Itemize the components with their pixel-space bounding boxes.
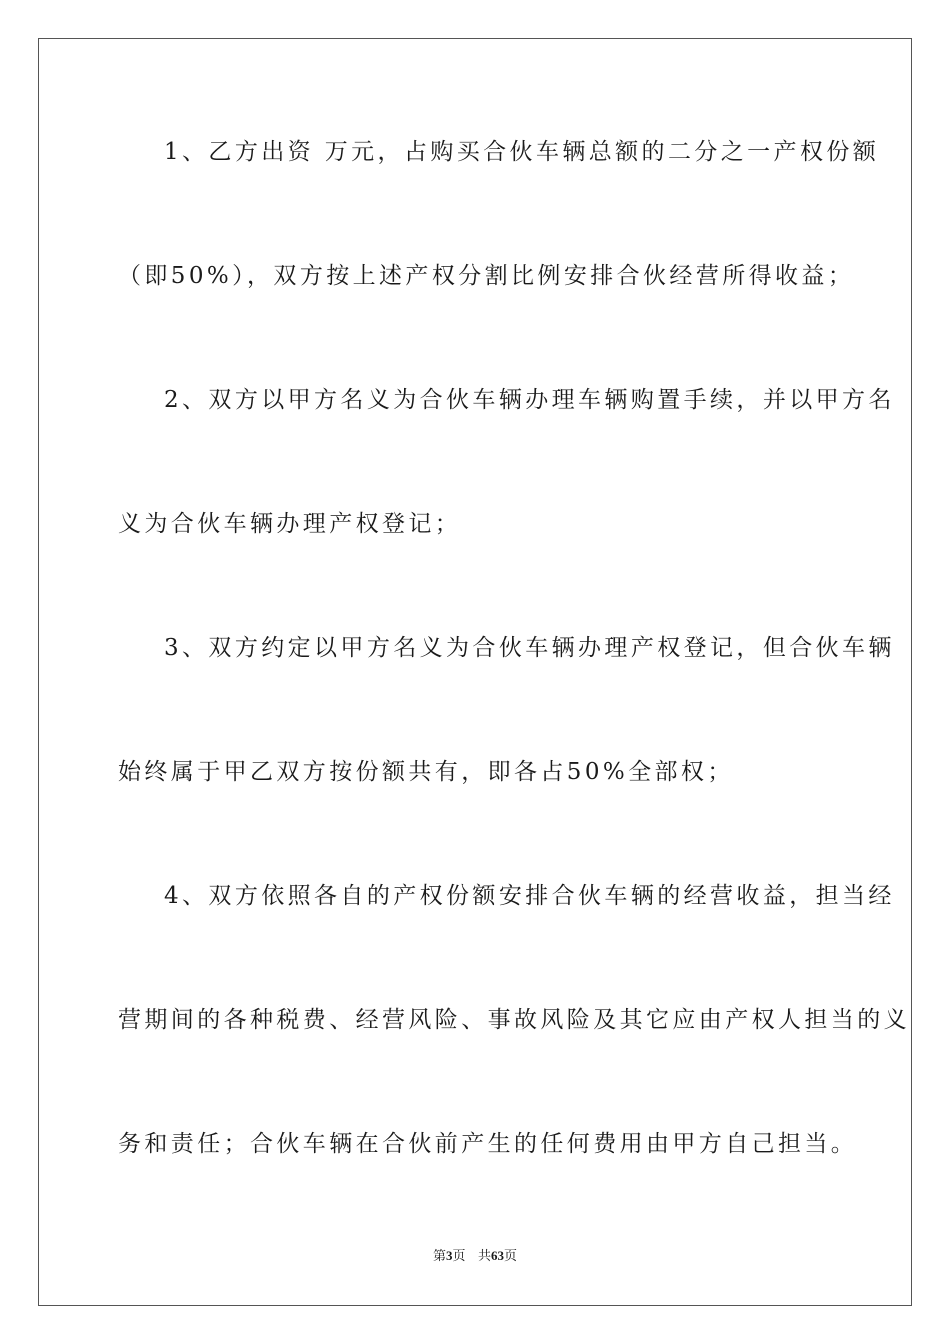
paragraph-1-line-2: （即50%），双方按上述产权分割比例安排合伙经营所得收益； (118, 263, 855, 289)
paragraph-4-line-1: 4、双方依照各自的产权份额安排合伙车辆的经营收益，担当经 (164, 883, 895, 909)
page-border (38, 38, 912, 1306)
page-number: 3 (446, 1248, 453, 1263)
page-prefix: 第 (433, 1249, 447, 1264)
paragraph-3-line-2: 始终属于甲乙双方按份额共有，即各占50%全部权； (118, 759, 734, 785)
paragraph-3-line-1: 3、双方约定以甲方名义为合伙车辆办理产权登记，但合伙车辆 (164, 635, 895, 661)
total-suffix: 页 (503, 1249, 517, 1264)
paragraph-2-line-2: 义为合伙车辆办理产权登记； (118, 511, 462, 537)
page-footer (0, 1248, 950, 1265)
total-pages: 63 (490, 1248, 504, 1263)
page-suffix: 页 (452, 1249, 466, 1264)
paragraph-4-line-3: 务和责任；合伙车辆在合伙前产生的任何费用由甲方自己担当。 (118, 1131, 858, 1157)
paragraph-4-line-2: 营期间的各种税费、经营风险、事故风险及其它应由产权人担当的义 (118, 1007, 910, 1033)
paragraph-2-line-1: 2、双方以甲方名义为合伙车辆办理车辆购置手续，并以甲方名 (164, 387, 895, 413)
paragraph-1-line-1: 1、乙方出资 万元，占购买合伙车辆总额的二分之一产权份额 (164, 139, 880, 165)
total-prefix: 共 (477, 1249, 491, 1264)
